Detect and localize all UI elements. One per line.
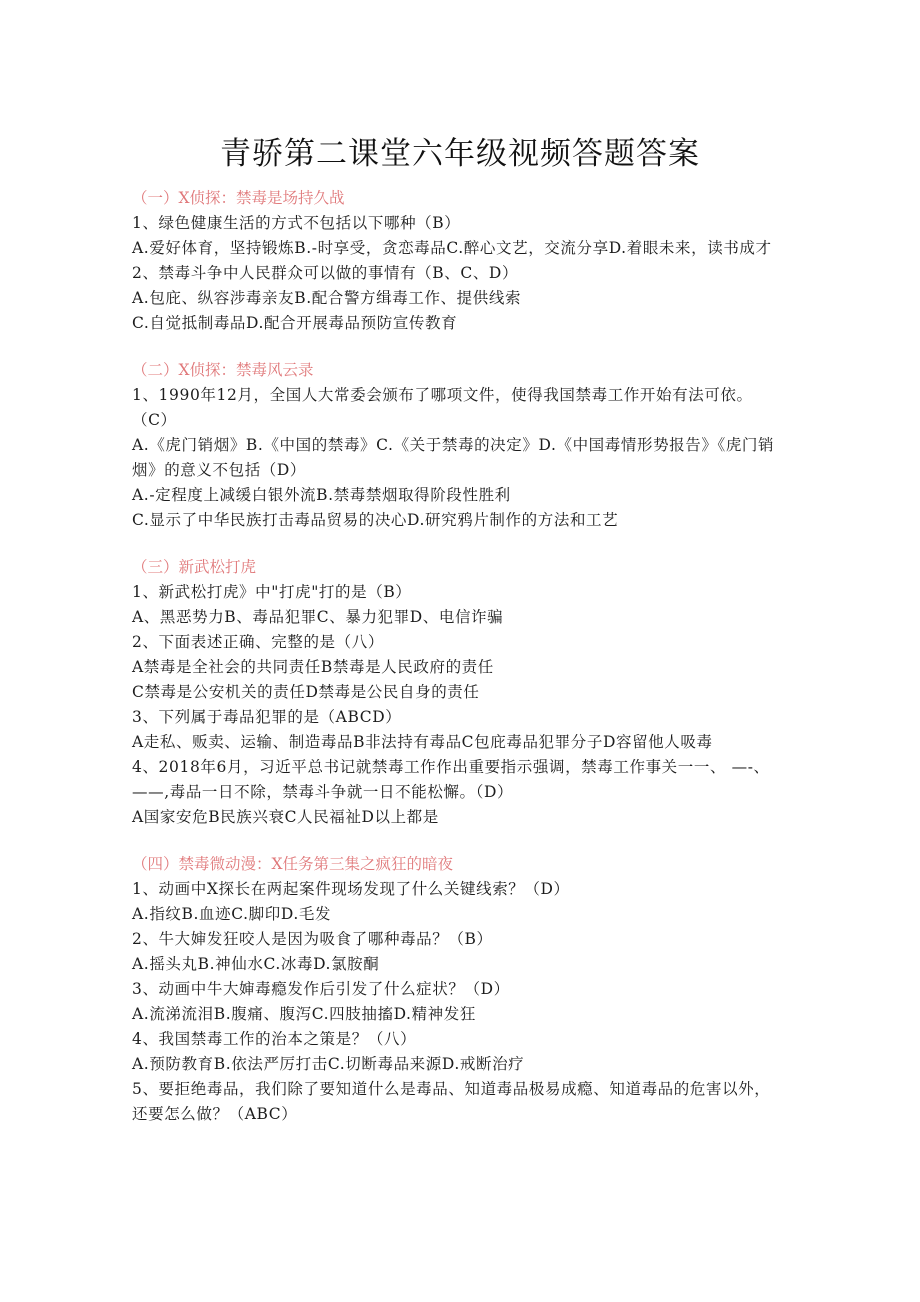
section-heading: （二）X侦探：禁毒风云录 xyxy=(132,361,314,379)
question-line: 5、要拒绝毒品，我们除了要知道什么是毒品、知道毒品极易成瘾、知道毒品的危害以外，还要怎么做？（ABC） xyxy=(132,1080,771,1123)
answer-options-line: A禁毒是全社会的共同责任B禁毒是人民政府的责任 xyxy=(132,658,494,676)
question-line: 2、禁毒斗争中人民群众可以做的事情有（B、C、D） xyxy=(132,264,519,282)
question-line: 2、下面表述正确、完整的是（八） xyxy=(132,633,384,651)
answer-options-line: A国家安危B民族兴衰C人民福祉D以上都是 xyxy=(132,808,439,826)
document-body xyxy=(132,186,780,1149)
answer-options-line: A.《虎门销烟》B.《中国的禁毒》C.《关于禁毒的决定》D.《中国毒情形势报告》《虎门销烟》的意义不包括（D） xyxy=(132,436,775,479)
question-line: 4、我国禁毒工作的治本之策是？（八） xyxy=(132,1030,417,1048)
answer-options-line: A.预防教育B.依法严厉打击C.切断毒品来源D.戒断治疗 xyxy=(132,1055,525,1073)
section-2 xyxy=(132,358,780,533)
question-line: 1、1990年12月，全国人大常委会颁布了哪项文件，使得我国禁毒工作开始有法可依。（C） xyxy=(132,386,753,429)
question-line: 4、2018年6月，习近平总书记就禁毒工作作出重要指示强调，禁毒工作事关一一、 —-、——,毒品一日不除，禁毒斗争就一日不能松懈。（D） xyxy=(132,758,770,801)
question-line: 1、绿色健康生活的方式不包括以下哪种（B） xyxy=(132,214,461,232)
answer-options-line: A.指纹B.血迹C.脚印D.毛发 xyxy=(132,905,332,923)
answer-options-line: A.爱好体育，坚持锻炼B.-时享受，贪恋毒品C.醉心文艺，交流分享D.着眼未来，读书成才 xyxy=(132,239,772,257)
question-line: 3、下列属于毒品犯罪的是（ABCD） xyxy=(132,708,402,726)
question-line: 3、动画中牛大婶毒瘾发作后引发了什么症状？（D） xyxy=(132,980,510,998)
document-title: 青骄第二课堂六年级视频答题答案 xyxy=(220,136,700,172)
answer-options-line: A、黑恶势力B、毒品犯罪C、暴力犯罪D、电信诈骗 xyxy=(132,608,504,626)
section-heading: （三）新武松打虎 xyxy=(132,558,257,576)
section-3 xyxy=(132,555,780,830)
question-line: 2、牛大婶发狂咬人是因为吸食了哪种毒品？（B） xyxy=(132,930,493,948)
section-heading: （四）禁毒微动漫：X任务第三集之疯狂的暗夜 xyxy=(132,855,454,873)
question-line: 1、新武松打虎》中"打虎"打的是（B） xyxy=(132,583,412,601)
answer-options-line: A.流涕流泪B.腹痛、腹泻C.四肢抽搐D.精神发狂 xyxy=(132,1005,476,1023)
question-line: 1、动画中X探长在两起案件现场发现了什么关键线索？（D） xyxy=(132,880,570,898)
section-4 xyxy=(132,852,780,1127)
answer-options-line: A.-定程度上减缓白银外流B.禁毒禁烟取得阶段性胜利 xyxy=(132,486,511,504)
answer-options-line: C禁毒是公安机关的责任D禁毒是公民自身的责任 xyxy=(132,683,480,701)
answer-options-line: A.摇头丸B.神仙水C.冰毒D.氯胺酮 xyxy=(132,955,380,973)
answer-options-line: C.显示了中华民族打击毒品贸易的决心D.研究鸦片制作的方法和工艺 xyxy=(132,511,619,529)
answer-options-line: C.自觉抵制毒品D.配合开展毒品预防宣传教育 xyxy=(132,314,458,332)
answer-options-line: A.包庇、纵容涉毒亲友B.配合警方缉毒工作、提供线索 xyxy=(132,289,522,307)
section-heading: （一）X侦探：禁毒是场持久战 xyxy=(132,189,345,207)
answer-options-line: A走私、贩卖、运输、制造毒品B非法持有毒品C包庇毒品犯罪分子D容留他人吸毒 xyxy=(132,733,713,751)
section-1 xyxy=(132,186,780,336)
